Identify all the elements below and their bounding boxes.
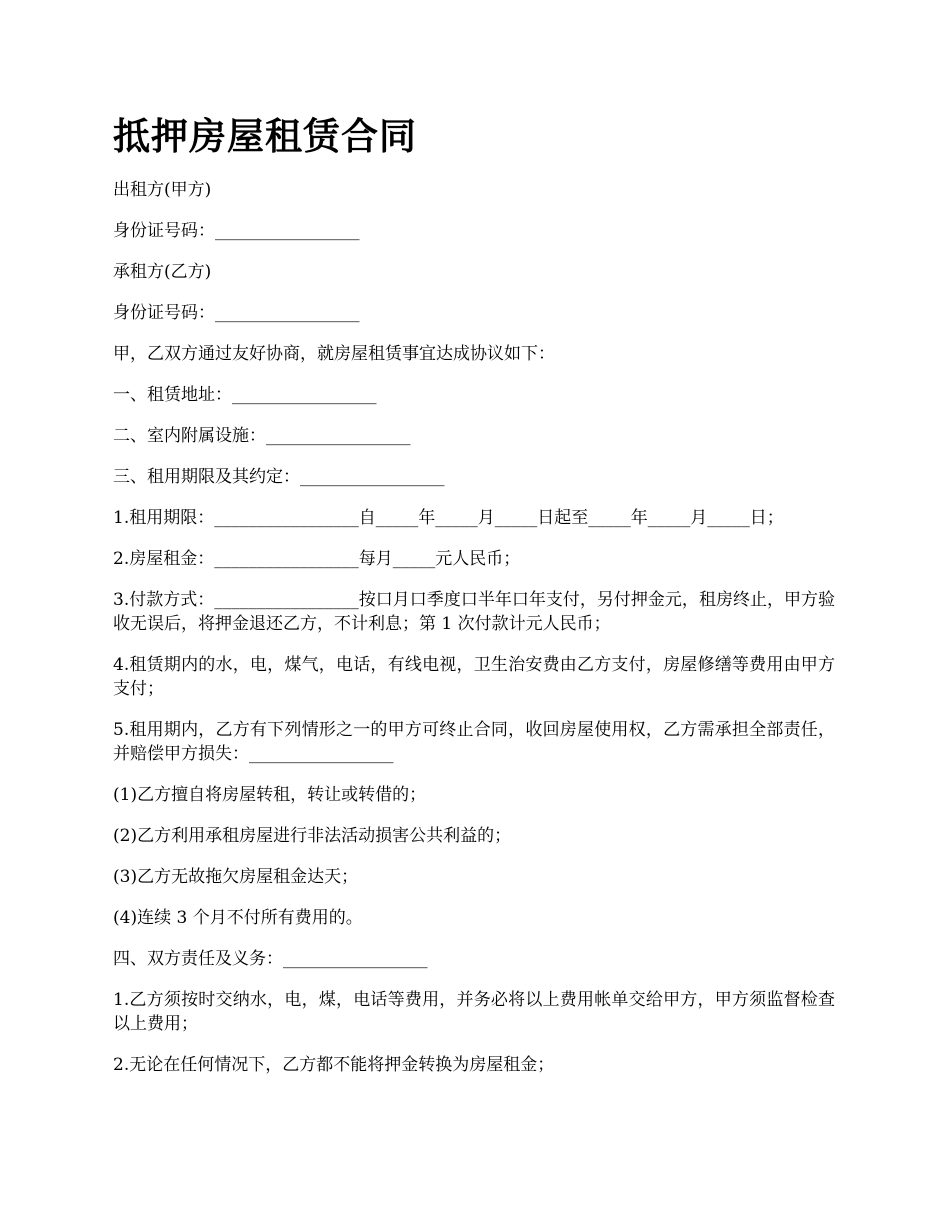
document-page <box>113 110 835 1094</box>
paragraph-lessee-id: 身份证号码：_________________ <box>113 303 360 323</box>
paragraph-duty-1: 1.乙方须按时交纳水，电，煤，电话等费用，并务必将以上费用帐单交给甲方，甲方须监督检查以上费用； <box>113 990 835 1034</box>
paragraph-lessor: 出租方(甲方) <box>113 180 212 200</box>
paragraph-payment: 3.付款方式：_________________按口月口季度口半年口年支付，另付押金元，租房终止，甲方验收无误后，将押金退还乙方，不计利息；第 1 次付款计元人民币； <box>113 590 835 634</box>
paragraph-term-dates: 1.租用期限：_________________自_____年_____月_____日起至_____年_____月_____日； <box>113 508 784 528</box>
document-title: 抵押房屋租赁合同 <box>113 114 417 158</box>
paragraph-case-4: (4)连续 3 个月不付所有费用的。 <box>113 908 363 928</box>
paragraph-case-3: (3)乙方无故拖欠房屋租金达天； <box>113 867 359 887</box>
paragraph-utilities: 4.租赁期内的水，电，煤气，电话，有线电视，卫生治安费由乙方支付，房屋修缮等费用由甲方支付； <box>113 655 835 699</box>
paragraph-facilities: 二、室内附属设施：_________________ <box>113 426 411 446</box>
paragraph-lessor-id: 身份证号码：_________________ <box>113 221 360 241</box>
paragraph-duties-section: 四、双方责任及义务：_________________ <box>113 949 428 969</box>
paragraph-termination: 5.租用期内，乙方有下列情形之一的甲方可终止合同，收回房屋使用权，乙方需承担全部责任，并赔偿甲方损失：_________________ <box>113 720 835 764</box>
paragraph-term-section: 三、租用期限及其约定：_________________ <box>113 467 445 487</box>
paragraph-duty-2: 2.无论在任何情况下，乙方都不能将押金转换为房屋租金； <box>113 1055 555 1075</box>
paragraph-rental-address: 一、租赁地址：_________________ <box>113 385 377 405</box>
paragraph-lessee: 承租方(乙方) <box>113 262 212 282</box>
paragraph-case-2: (2)乙方利用承租房屋进行非法活动损害公共利益的； <box>113 826 512 846</box>
paragraph-agreement-intro: 甲，乙双方通过友好协商，就房屋租赁事宜达成协议如下： <box>113 344 555 364</box>
paragraph-case-1: (1)乙方擅自将房屋转租，转让或转借的； <box>113 785 427 805</box>
paragraph-rent: 2.房屋租金：_________________每月_____元人民币； <box>113 549 521 569</box>
